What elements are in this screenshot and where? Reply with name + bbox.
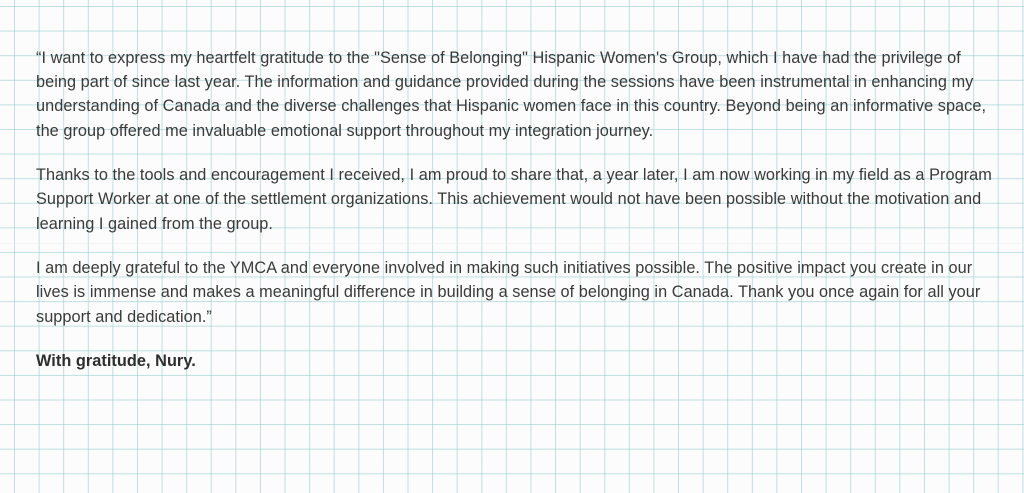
letter-signoff: With gratitude, Nury. — [36, 352, 196, 371]
letter-paragraph-1: “I want to express my heartfelt gratitude to the "Sense of Belonging" Hispanic Women's Group, which I have had the privilege of being part of since last year. The information and guidance provided during the sessions have been instrumental in enhancing my understanding of Canada and the diverse challenges that Hispanic women face in this country. Beyond being an informative space, the group offered me invaluable emotional support throughout my integration journey. — [36, 49, 987, 140]
letter-paragraph-2: Thanks to the tools and encouragement I received, I am proud to share that, a year later, I am now working in my field as a Program Support Worker at one of the settlement organizations. This achievement would not have been possible without the motivation and learning I gained from the group. — [36, 166, 992, 233]
letter-paragraph-3: I am deeply grateful to the YMCA and everyone involved in making such initiatives possible. The positive impact you create in our lives is immense and makes a meaningful difference in building a sense of belonging in Canada. Thank you once again for all your support and dedication.” — [36, 259, 981, 326]
testimonial-letter — [36, 46, 996, 394]
